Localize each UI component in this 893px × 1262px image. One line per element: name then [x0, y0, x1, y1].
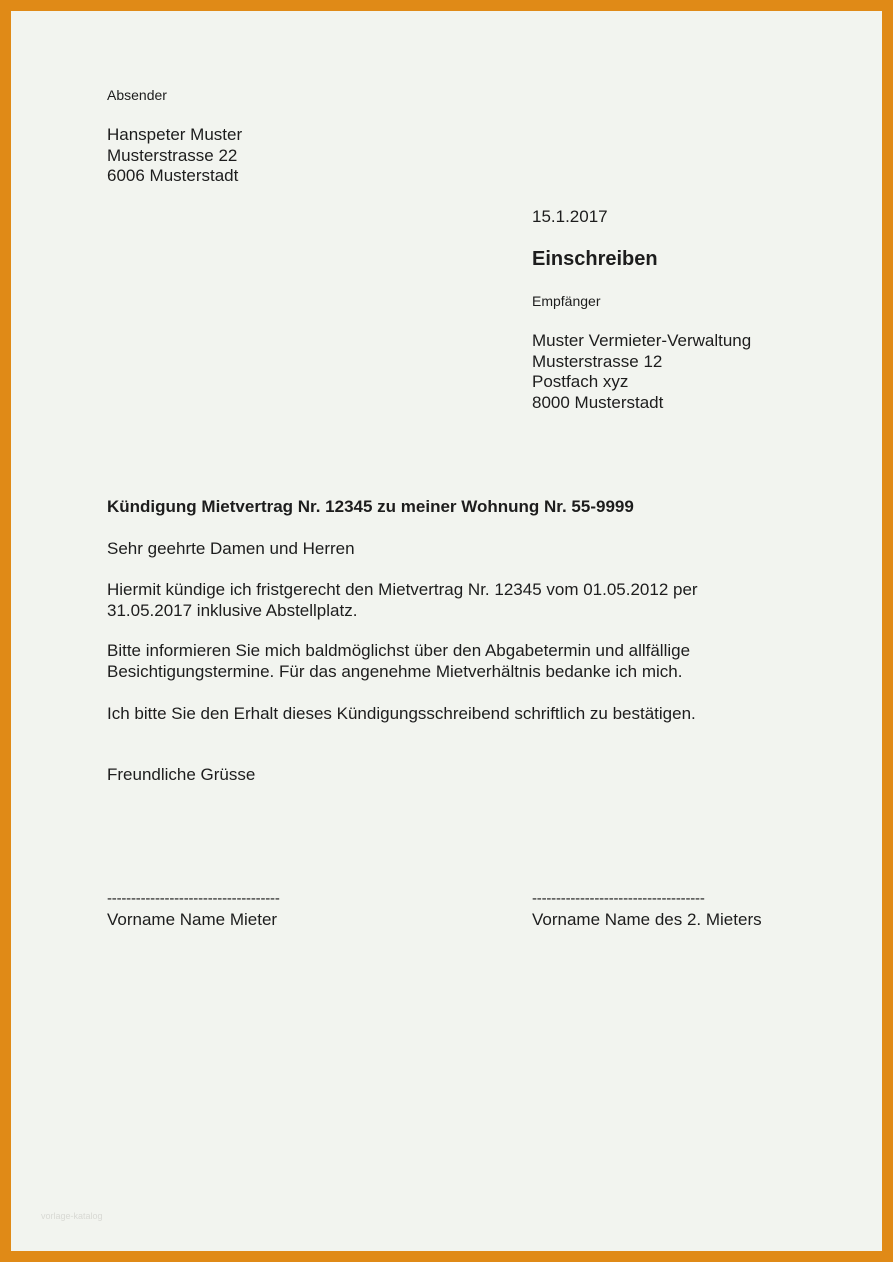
sender-name: Hanspeter Muster [107, 125, 243, 144]
recipient-address [532, 331, 751, 413]
sender-label: Absender [107, 87, 167, 103]
salutation: Sehr geehrte Damen und Herren [107, 539, 355, 558]
letter-subject: Kündigung Mietvertrag Nr. 12345 zu meiner Wohnung Nr. 55-9999 [107, 497, 634, 516]
signature-label-left: Vorname Name Mieter [107, 909, 278, 929]
paragraph-1-line-1: Hiermit kündige ich fristgerecht den Mietvertrag Nr. 12345 vom 01.05.2012 per [107, 580, 698, 599]
paragraph-1-line-2: 31.05.2017 inklusive Abstellplatz. [107, 600, 358, 620]
delivery-method: Einschreiben [532, 248, 658, 270]
closing-greeting: Freundliche Grüsse [107, 765, 256, 784]
paragraph-2-line-1: Bitte informieren Sie mich baldmöglichst über den Abgabetermin und allfällige [107, 641, 691, 660]
paragraph-2-line-2: Besichtigungstermine. Für das angenehme Mietverhältnis bedanke ich mich. [107, 661, 683, 681]
recipient-label: Empfänger [532, 293, 601, 309]
signature-left [107, 889, 280, 930]
recipient-line-2: Musterstrasse 12 [532, 351, 663, 371]
recipient-line-4: 8000 Musterstadt [532, 392, 664, 412]
signature-line-right: ------------------------------------ [532, 890, 705, 907]
signature-label-right: Vorname Name des 2. Mieters [532, 909, 762, 929]
paragraph-2 [107, 641, 690, 682]
paragraph-1 [107, 580, 698, 621]
letter-page [11, 11, 882, 1251]
sender-address [107, 125, 242, 187]
signature-right [532, 889, 762, 930]
recipient-line-1: Muster Vermieter-Verwaltung [532, 331, 752, 350]
watermark: vorlage-katalog [41, 1211, 103, 1221]
paragraph-3: Ich bitte Sie den Erhalt dieses Kündigungsschreibend schriftlich zu bestätigen. [107, 704, 696, 723]
letter-date: 15.1.2017 [532, 207, 608, 226]
signature-line-left: ------------------------------------ [107, 890, 280, 907]
sender-street: Musterstrasse 22 [107, 145, 238, 165]
recipient-line-3: Postfach xyz [532, 372, 629, 391]
sender-city: 6006 Musterstadt [107, 166, 239, 185]
